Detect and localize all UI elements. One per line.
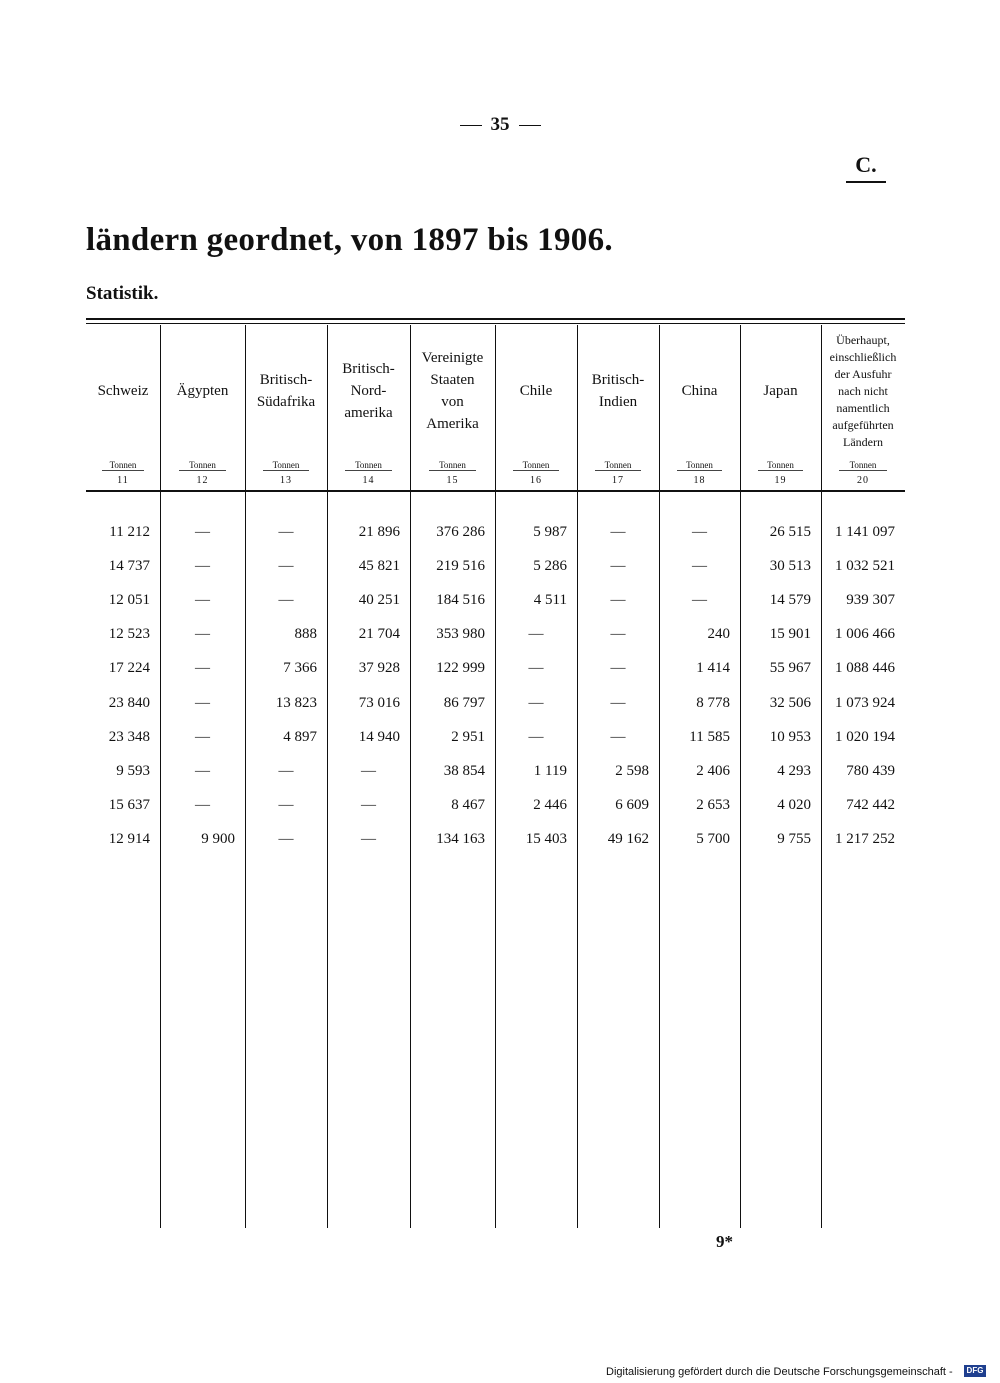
table-cell: 15 901: [769, 626, 811, 642]
column-number: 13: [280, 475, 292, 486]
column-header-text: Britisch- Indien: [591, 372, 645, 410]
table-cell: 13 823: [275, 695, 317, 711]
table-cell: 9 755: [777, 831, 811, 847]
column-number: 11: [117, 475, 129, 486]
column-unit: Tonnen: [86, 460, 160, 470]
table-cell: —: [692, 592, 707, 608]
table-cell: —: [195, 558, 210, 574]
table-cell: 353 980: [436, 626, 485, 642]
table-cell: —: [278, 763, 294, 779]
table-cell: 10 953: [769, 729, 811, 745]
table-cell: 21 704: [358, 626, 400, 642]
column-header-text: Vereinigte Staaten von Amerika: [421, 350, 484, 432]
table-cell: 2 951: [451, 729, 485, 745]
table-cell: 1 020 194: [835, 729, 895, 745]
table-cell: —: [278, 797, 294, 813]
table-cell: —: [610, 660, 626, 676]
digitization-credit: Digitalisierung gefördert durch die Deutsche Forschungsgemeinschaft -: [606, 1366, 953, 1378]
table-cell: 26 515: [769, 524, 811, 540]
table-cell: 1 006 466: [835, 626, 895, 642]
column-unit: Tonnen: [659, 460, 740, 470]
table-cell: 184 516: [436, 592, 485, 608]
column-number: 16: [530, 475, 542, 486]
column-number: 12: [196, 475, 209, 486]
column-unit: Tonnen: [327, 460, 410, 470]
column-unit: Tonnen: [821, 460, 905, 470]
table-cell: —: [610, 524, 626, 540]
table-cell: 4 293: [777, 763, 811, 779]
table-cell: 14 940: [358, 729, 400, 745]
table-cell: —: [528, 626, 544, 642]
table-cell: 939 307: [846, 592, 895, 608]
column-unit: Tonnen: [495, 460, 577, 470]
table-cell: 134 163: [436, 831, 485, 847]
table-cell: 1 119: [533, 763, 567, 779]
table-cell: 2 653: [696, 797, 730, 813]
column-number: 19: [774, 475, 787, 486]
table-cell: 2 406: [696, 763, 730, 779]
table-cell: —: [610, 729, 626, 745]
table-top-rule-thin: [86, 323, 905, 324]
column-header: [740, 326, 821, 456]
table-cell: 4 020: [777, 797, 811, 813]
table-cell: 6 609: [615, 797, 649, 813]
table-cell: 888: [294, 626, 317, 642]
column-header: [821, 326, 905, 456]
table-cell: 780 439: [846, 763, 895, 779]
table-cell: —: [278, 592, 294, 608]
column-unit: Tonnen: [740, 460, 821, 470]
table-cell: 23 348: [108, 729, 150, 745]
table-cell: 15 637: [108, 797, 150, 813]
table-cell: 1 088 446: [835, 660, 895, 676]
column-header-text: Japan: [763, 383, 798, 399]
table-cell: 5 286: [533, 558, 567, 574]
section-letter: C.: [846, 152, 886, 178]
column-number: 17: [612, 475, 624, 486]
dfg-logo: DFG: [964, 1365, 986, 1377]
table-cell: —: [610, 592, 626, 608]
table-cell: 11 212: [109, 524, 150, 540]
table-cell: 376 286: [436, 524, 485, 540]
table-cell: —: [610, 695, 626, 711]
column-unit: Tonnen: [160, 460, 245, 470]
table-cell: —: [195, 729, 210, 745]
table-cell: —: [195, 695, 210, 711]
column-header-text: Schweiz: [97, 383, 149, 399]
table-cell: 55 967: [769, 660, 811, 676]
dash-left: [460, 125, 482, 126]
table-cell: —: [528, 660, 544, 676]
table-cell: —: [528, 695, 544, 711]
table-cell: —: [692, 558, 707, 574]
column-header-text: Britisch- Nord- amerika: [342, 361, 395, 421]
column-header: [659, 326, 740, 456]
column-number: 18: [693, 475, 706, 486]
column-header-text: China: [681, 383, 718, 399]
table-cell: 4 897: [283, 729, 317, 745]
table-cell: 12 051: [108, 592, 150, 608]
table-cell: 7 366: [283, 660, 317, 676]
table-cell: —: [195, 797, 210, 813]
table-cell: 5 700: [696, 831, 730, 847]
column-header: [245, 326, 327, 456]
table-cell: 9 900: [201, 831, 235, 847]
column-header-text: Britisch- Südafrika: [256, 372, 316, 410]
table-cell: 12 914: [108, 831, 150, 847]
column-header-text: Überhaupt, einschließlich der Ausfuhr nach nicht namentlich aufgeführten Ländern: [829, 332, 897, 449]
table-cell: —: [278, 558, 294, 574]
table-cell: 30 513: [769, 558, 811, 574]
table-cell: 219 516: [436, 558, 485, 574]
table-cell: 14 579: [769, 592, 811, 608]
table-cell: —: [361, 797, 376, 813]
column-header: [160, 326, 245, 456]
table-cell: 1 073 924: [835, 695, 895, 711]
page-title: ländern geordnet, von 1897 bis 1906.: [86, 222, 613, 258]
table-cell: 73 016: [358, 695, 400, 711]
table-cell: 9 593: [116, 763, 150, 779]
table-cell: —: [361, 831, 376, 847]
table-top-rule: [86, 318, 905, 320]
table-cell: —: [195, 660, 210, 676]
table-cell: 1 032 521: [835, 558, 895, 574]
table-cell: 11 585: [689, 729, 730, 745]
table-cell: 32 506: [769, 695, 811, 711]
column-header: [577, 326, 659, 456]
footer-mark: 9*: [716, 1232, 733, 1251]
column-number: 20: [857, 475, 869, 486]
table-cell: 12 523: [108, 626, 150, 642]
table-cell: 21 896: [358, 524, 400, 540]
table-cell: —: [195, 763, 210, 779]
table-cell: —: [361, 763, 376, 779]
table-cell: 40 251: [358, 592, 400, 608]
table-cell: 5 987: [533, 524, 567, 540]
column-unit: Tonnen: [410, 460, 495, 470]
table-cell: 37 928: [358, 660, 400, 676]
page-number-line: [0, 114, 1000, 136]
column-header-text: Chile: [519, 383, 553, 399]
table-cell: 15 403: [525, 831, 567, 847]
table-cell: 14 737: [108, 558, 150, 574]
column-unit: Tonnen: [245, 460, 327, 470]
table-cell: 1 217 252: [835, 831, 895, 847]
table-cell: 17 224: [108, 660, 150, 676]
table-cell: 8 467: [451, 797, 485, 813]
table-cell: 122 999: [436, 660, 485, 676]
table-cell: —: [195, 626, 210, 642]
column-header: [495, 326, 577, 456]
page-subtitle: Statistik.: [86, 283, 159, 304]
table-cell: —: [692, 524, 707, 540]
table-cell: 1 414: [696, 660, 730, 676]
page-number: 35: [490, 114, 510, 135]
table-cell: 1 141 097: [835, 524, 895, 540]
table-cell: 240: [707, 626, 730, 642]
column-unit: Tonnen: [577, 460, 659, 470]
column-header: [410, 326, 495, 456]
column-number: 15: [446, 475, 459, 486]
table-cell: —: [610, 558, 626, 574]
table-cell: 86 797: [443, 695, 485, 711]
table-cell: —: [195, 524, 210, 540]
column-number: 14: [362, 475, 375, 486]
table-cell: —: [278, 524, 294, 540]
table-cell: 8 778: [696, 695, 730, 711]
table-cell: —: [610, 626, 626, 642]
table-cell: 23 840: [108, 695, 150, 711]
table-cell: 2 446: [533, 797, 567, 813]
column-header: [86, 326, 160, 456]
table-cell: —: [528, 729, 544, 745]
column-header: [327, 326, 410, 456]
table-cell: 4 511: [533, 592, 567, 608]
table-cell: 742 442: [846, 797, 895, 813]
column-header-text: Ägypten: [176, 383, 229, 399]
table-cell: 49 162: [607, 831, 649, 847]
table-cell: 45 821: [358, 558, 400, 574]
table-cell: 2 598: [615, 763, 649, 779]
table-cell: 38 854: [443, 763, 485, 779]
dash-right: [519, 125, 541, 126]
table-cell: —: [195, 592, 210, 608]
table-cell: —: [278, 831, 294, 847]
